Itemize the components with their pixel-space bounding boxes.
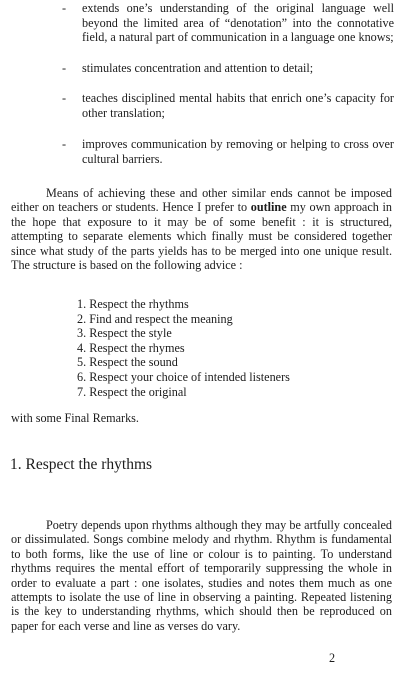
rhythm-paragraph: Poetry depends upon rhythms although they may be artfully concealed or dissimulated. Songs combine melody and rhythm. Rhythm is fundamental to both forms, like the use of line or colour is to painting. To understand rhythms requires the mental effort of temporarily suppressing the whole in order to evaluate a part : one isolates, studies and notes them much as one attempts to isolate the use of line in observing a painting. Repeated listening is the key to understanding rhythms, which should then be reproduced on paper for each verse and line as verses do vary.: [11, 518, 392, 633]
bullet-text: extends one’s understanding of the original language well beyond the limited area of “denotation” into the connotative field, a natural part of communication in a language one knows;: [82, 1, 394, 45]
bullet-dash: -: [62, 137, 67, 151]
bullet-dash: -: [62, 91, 67, 105]
list-item: [62, 137, 394, 167]
advice-item: 3. Respect the style: [77, 326, 172, 341]
advice-item: 4. Respect the rhymes: [77, 340, 185, 355]
advice-item: 5. Respect the sound: [77, 355, 178, 370]
list-item: [62, 61, 394, 91]
final-remarks-line: with some Final Remarks.: [11, 411, 139, 425]
advice-item: 7. Respect the original: [77, 384, 187, 399]
bullet-dash: -: [62, 1, 67, 15]
intro-paragraph: [11, 186, 392, 272]
list-item: [62, 1, 394, 61]
section-heading: 1. Respect the rhythms: [10, 456, 153, 473]
list-item: [62, 91, 394, 137]
paragraph-text: Means of achieving these and other similar ends cannot be imposed either on teachers or students. Hence I prefer to: [11, 186, 392, 215]
page-number: 2: [329, 651, 336, 665]
bullet-text: stimulates concentration and attention to detail;: [82, 61, 314, 75]
advice-item: 1. Respect the rhythms: [77, 297, 189, 311]
advice-item: 6. Respect your choice of intended listeners: [77, 369, 290, 384]
benefits-list: [62, 1, 394, 167]
emphasis-text: outline: [250, 200, 287, 215]
paragraph-text: my own approach in the hope that exposure to it may be of some benefit : it is structured, attempting to separate elements which finally must be considered together since what study of the parts yields has to be merged into one unique result. The structure is based on the following advice :: [11, 200, 392, 273]
advice-list: [77, 297, 290, 399]
bullet-text: teaches disciplined mental habits that enrich one’s capacity for other translation;: [82, 91, 394, 120]
bullet-text: improves communication by removing or helping to cross over cultural barriers.: [82, 137, 394, 166]
advice-item: 2. Find and respect the meaning: [77, 311, 233, 326]
bullet-dash: -: [62, 61, 67, 75]
